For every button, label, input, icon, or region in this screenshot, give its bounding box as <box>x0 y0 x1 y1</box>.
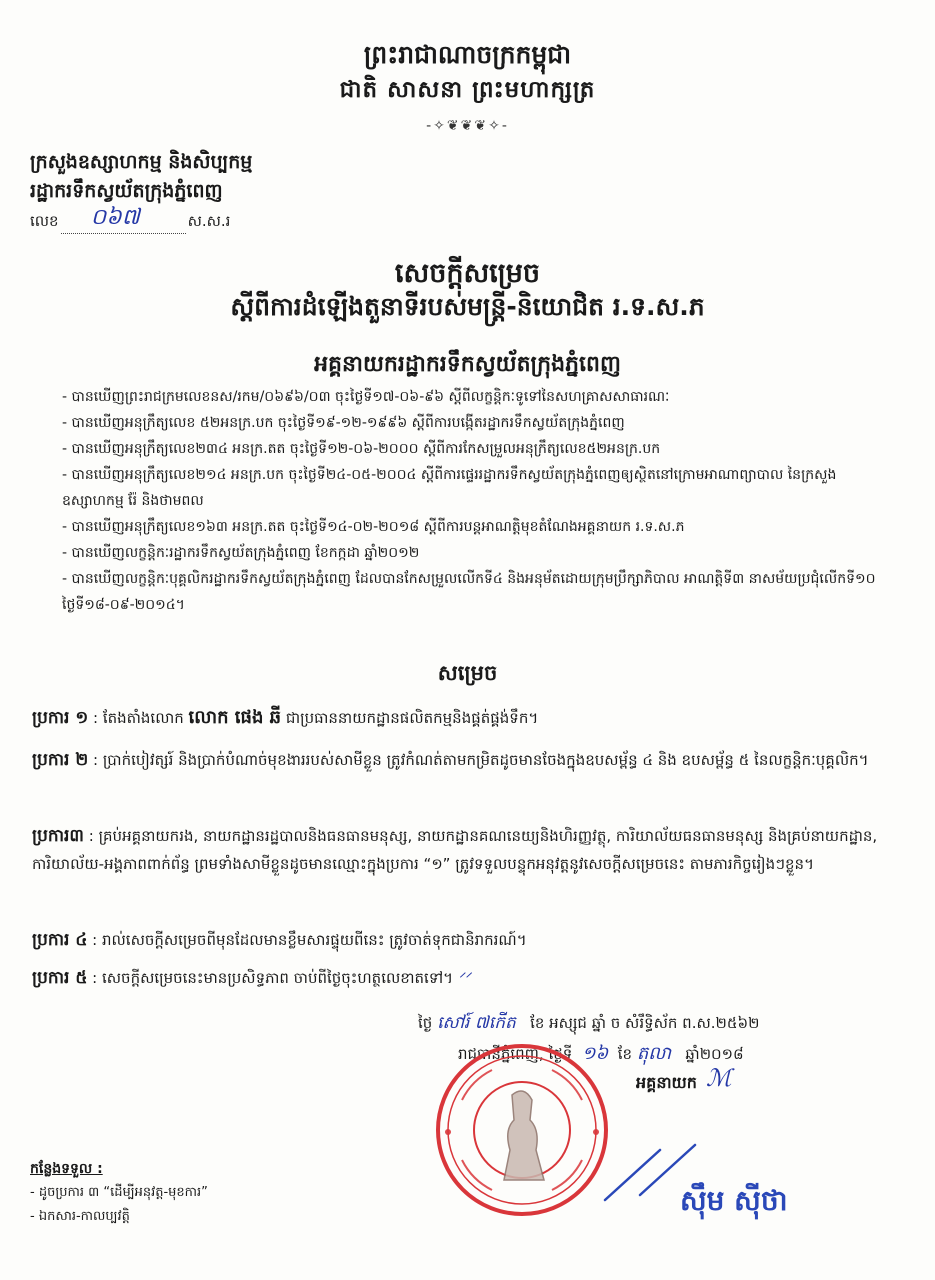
article-text: គ្រប់អគ្គនាយករង, នាយកដ្ឋានរដ្ឋបាលនិងធនធានមនុស្ស, នាយកដ្ឋានគណនេយ្យនិងហិរញ្ញវត្ថុ, ការិយាល័យធនធានមនុស្ស និងគ្រប់នាយកដ្ឋាន, ការិយាល័យ-អង្គភាពពាក់ព័ន្ធ ព្រមទាំងសាមីខ្លួនដូចមានឈ្មោះក្នុងប្រការ “១” ត្រូវទទួលបន្ទុកអនុវត្តនូវសេចក្តីសម្រេចនេះ តាមភារកិច្ចរៀងៗខ្លួន។ <box>32 827 878 873</box>
article-1: ប្រការ ១ : តែងតាំងលោក លោក ផេង ឆី ជាប្រធាននាយកដ្ឋានផលិតកម្មនិងផ្គត់ផ្គង់ទឹក។ <box>32 707 539 728</box>
number-field <box>61 205 186 234</box>
signature-scrawl: ℳ <box>706 1064 732 1092</box>
number-value: ០៦៧ <box>90 205 140 230</box>
article-4: ប្រការ ៤ : រាល់សេចក្តីសម្រេចពីមុនដែលមានខ្លឹមសារផ្ទុយពីនេះ ត្រូវចាត់ទុកជានិរាករណ៍។ <box>32 930 527 950</box>
reference-item: - បានឃើញព្រះរាជក្រមលេខនស/រកម/០៦៩៦/០៣ ចុះថ្ងៃទី១៧-០៦-៩៦ ស្តីពីលក្ខន្តិកៈទូទៅនៃសហគ្រាសសាធារណៈ <box>62 384 882 410</box>
solar-prefix: រាជធានីភ្នំពេញ, ថ្ងៃទី <box>458 1045 573 1063</box>
article-3: ប្រការ៣ : គ្រប់អគ្គនាយករង, នាយកដ្ឋានរដ្ឋបាលនិងធនធានមនុស្ស, នាយកដ្ឋានគណនេយ្យនិងហិរញ្ញវត្ថុ, ការិយាល័យធនធានមនុស្ស និងគ្រប់នាយកដ្ឋាន, ការិយាល័យ-អង្គភាពពាក់ព័ន្ធ ព្រមទាំងសាមីខ្លួនដូចមានឈ្មោះក្នុងប្រការ “១” ត្រូវទទួលបន្ទុកអនុវត្តនូវសេចក្តីសម្រេចនេះ តាមភារកិច្ចរៀងៗខ្លួន។ <box>32 826 878 873</box>
recipients-heading: កន្លែងទទួល : <box>30 1161 103 1177</box>
director-heading: អគ្គនាយករដ្ឋាករទឹកស្វយ័តក្រុងភ្នំពេញ <box>314 352 621 377</box>
official-stamp <box>432 1040 612 1220</box>
number-suffix: ស.ស.រ <box>187 212 231 230</box>
article-text: តែងតាំងលោក <box>102 709 184 727</box>
reference-item: - បានឃើញលក្ខន្តិកៈរដ្ឋាករទឹកស្វយ័តក្រុងភ្នំពេញ ខែកក្កដា ឆ្នាំ២០១២ <box>62 540 882 566</box>
department-name: រដ្ឋាករទឹកស្វយ័តក្រុងភ្នំពេញ <box>30 180 223 202</box>
article-2: ប្រការ ២ : ប្រាក់បៀវត្សរ៍ និងប្រាក់បំណាច់មុខងាររបស់សាមីខ្លួន ត្រូវកំណត់តាមកម្រិតដូចមានចែងក្នុងឧបសម្ព័ន្ធ ៤ និង ឧបសម្ព័ន្ធ ៥ នៃលក្ខន្តិកៈបុគ្គលិក។ <box>32 750 869 770</box>
solar-day: ១៦ <box>581 1043 609 1064</box>
recipient-item: - ឯកសារ-កាលប្បវត្តិ <box>30 1209 130 1224</box>
article-text: សេចក្តីសម្រេចនេះមានប្រសិទ្ធភាព ចាប់ពីថ្ងៃចុះហត្ថលេខាតទៅ។ <box>102 969 453 987</box>
decision-title: សេចក្តីសម្រេច <box>394 258 541 289</box>
reference-item: - បានឃើញលក្ខន្តិកៈបុគ្គលិករដ្ឋាករទឹកស្វយ័តក្រុងភ្នំពេញ ដែលបានកែសម្រួលលើកទី៤ និងអនុម័តដោយក្រុមប្រឹក្សាភិបាល អាណត្តិទី៣ នាសម័យប្រជុំលើកទី១០ ថ្ងៃទី១៨-០៩-២០១៤។ <box>62 566 882 618</box>
article-text: រាល់សេចក្តីសម្រេចពីមុនដែលមានខ្លឹមសារផ្ទុយពីនេះ ត្រូវចាត់ទុកជានិរាករណ៍។ <box>102 931 527 949</box>
document-number <box>30 205 231 234</box>
article-5: ប្រការ ៥ : សេចក្តីសម្រេចនេះមានប្រសិទ្ធភាព ចាប់ពីថ្ងៃចុះហត្ថលេខាតទៅ។ ᐟᐟ <box>32 968 471 988</box>
signatory-title: អគ្គនាយក <box>636 1073 697 1092</box>
solar-year: ឆ្នាំ២០១៨ <box>685 1045 744 1063</box>
signatory-name: ស៊ឹម ស៊ីថា <box>680 1184 788 1217</box>
national-motto: ជាតិ សាសនា ព្រះមហាក្សត្រ <box>339 77 596 103</box>
ministry-name: ក្រសួងឧស្សាហកម្ម និងសិប្បកម្ម <box>30 151 253 173</box>
lunar-prefix: ថ្ងៃ <box>418 1014 433 1032</box>
article-label: ប្រការ ១ <box>32 708 89 728</box>
lunar-handwritten: សៅរ៍ ៧កើត <box>437 1013 516 1033</box>
decision-subject: ស្តីពីការដំឡើងតួនាទីរបស់មន្ត្រី-និយោជិត រ.ទ.ស.ភ <box>230 292 705 321</box>
kingdom-title: ព្រះរាជាណាចក្រកម្ពុជា <box>363 40 572 69</box>
recipient-item: - ដូចប្រការ ៣ “ដើម្បីអនុវត្ត-មុខការ” <box>30 1185 208 1200</box>
reference-item: - បានឃើញអនុក្រឹត្យលេខ២៣៤ អនក្រ.តត ចុះថ្ងៃទី១២-០៦-២០០០ ស្តីពីការកែសម្រួលអនុក្រឹត្យលេខ៥២អនក្រ.បក <box>62 436 882 462</box>
handwritten-mark: ᐟᐟ <box>457 969 471 987</box>
reference-item: - បានឃើញអនុក្រឹត្យលេខ១៦៣ អនក្រ.តត ចុះថ្ងៃទី១៤-០២-២០១៨ ស្តីពីការបន្តអាណត្តិមុខតំណែងអគ្គនាយក រ.ទ.ស.ភ <box>62 514 882 540</box>
article-label: ប្រការ៣ <box>32 826 84 846</box>
references-list <box>62 384 882 618</box>
solar-month-prefix: ខែ <box>617 1045 633 1063</box>
reference-item: - បានឃើញអនុក្រឹត្យលេខ២១៤ អនក្រ.បក ចុះថ្ងៃទី២៤-០៥-២០០៤ ស្តីពីការផ្ទេររដ្ឋាករទឹកស្វយ័តក្រុងភ្នំពេញឲ្យស្ថិតនៅក្រោមអាណាព្យាបាល នៃក្រសួងឧស្សាហកម្ម រ៉ែ និងថាមពល <box>62 462 882 514</box>
article-label: ប្រការ ៤ <box>32 930 88 950</box>
lunar-rest: ខែ អស្សុជ ឆ្នាំ ច សំរឹទ្ធិស័ក ព.ស.២៥៦២ <box>530 1014 760 1032</box>
appointee-name: លោក ផេង ឆី <box>188 707 282 728</box>
solar-month: តុលា <box>636 1043 672 1064</box>
number-prefix: លេខ <box>30 212 59 230</box>
lunar-date <box>418 1012 759 1037</box>
article-text: ជាប្រធាននាយកដ្ឋានផលិតកម្មនិងផ្គត់ផ្គង់ទឹក។ <box>285 709 539 727</box>
ornament-divider: -✧❦❦❦✧- <box>426 118 509 134</box>
article-text: ប្រាក់បៀវត្សរ៍ និងប្រាក់បំណាច់មុខងាររបស់សាមីខ្លួន ត្រូវកំណត់តាមកម្រិតដូចមានចែងក្នុងឧបសម្ព័ន្ធ ៤ និង ឧបសម្ព័ន្ធ ៥ នៃលក្ខន្តិកៈបុគ្គលិក។ <box>102 751 869 769</box>
reference-item: - បានឃើញអនុក្រឹត្យលេខ ៥២អនក្រ.បក ចុះថ្ងៃទី១៩-១២-១៩៩៦ ស្តីពីការបង្កើតរដ្ឋាករទឹកស្វយ័តក្រុងភ្នំពេញ <box>62 410 882 436</box>
decide-heading: សម្រេច <box>437 661 498 685</box>
recipients-block <box>30 1157 208 1229</box>
article-label: ប្រការ ២ <box>32 750 89 770</box>
article-label: ប្រការ ៥ <box>32 968 88 988</box>
